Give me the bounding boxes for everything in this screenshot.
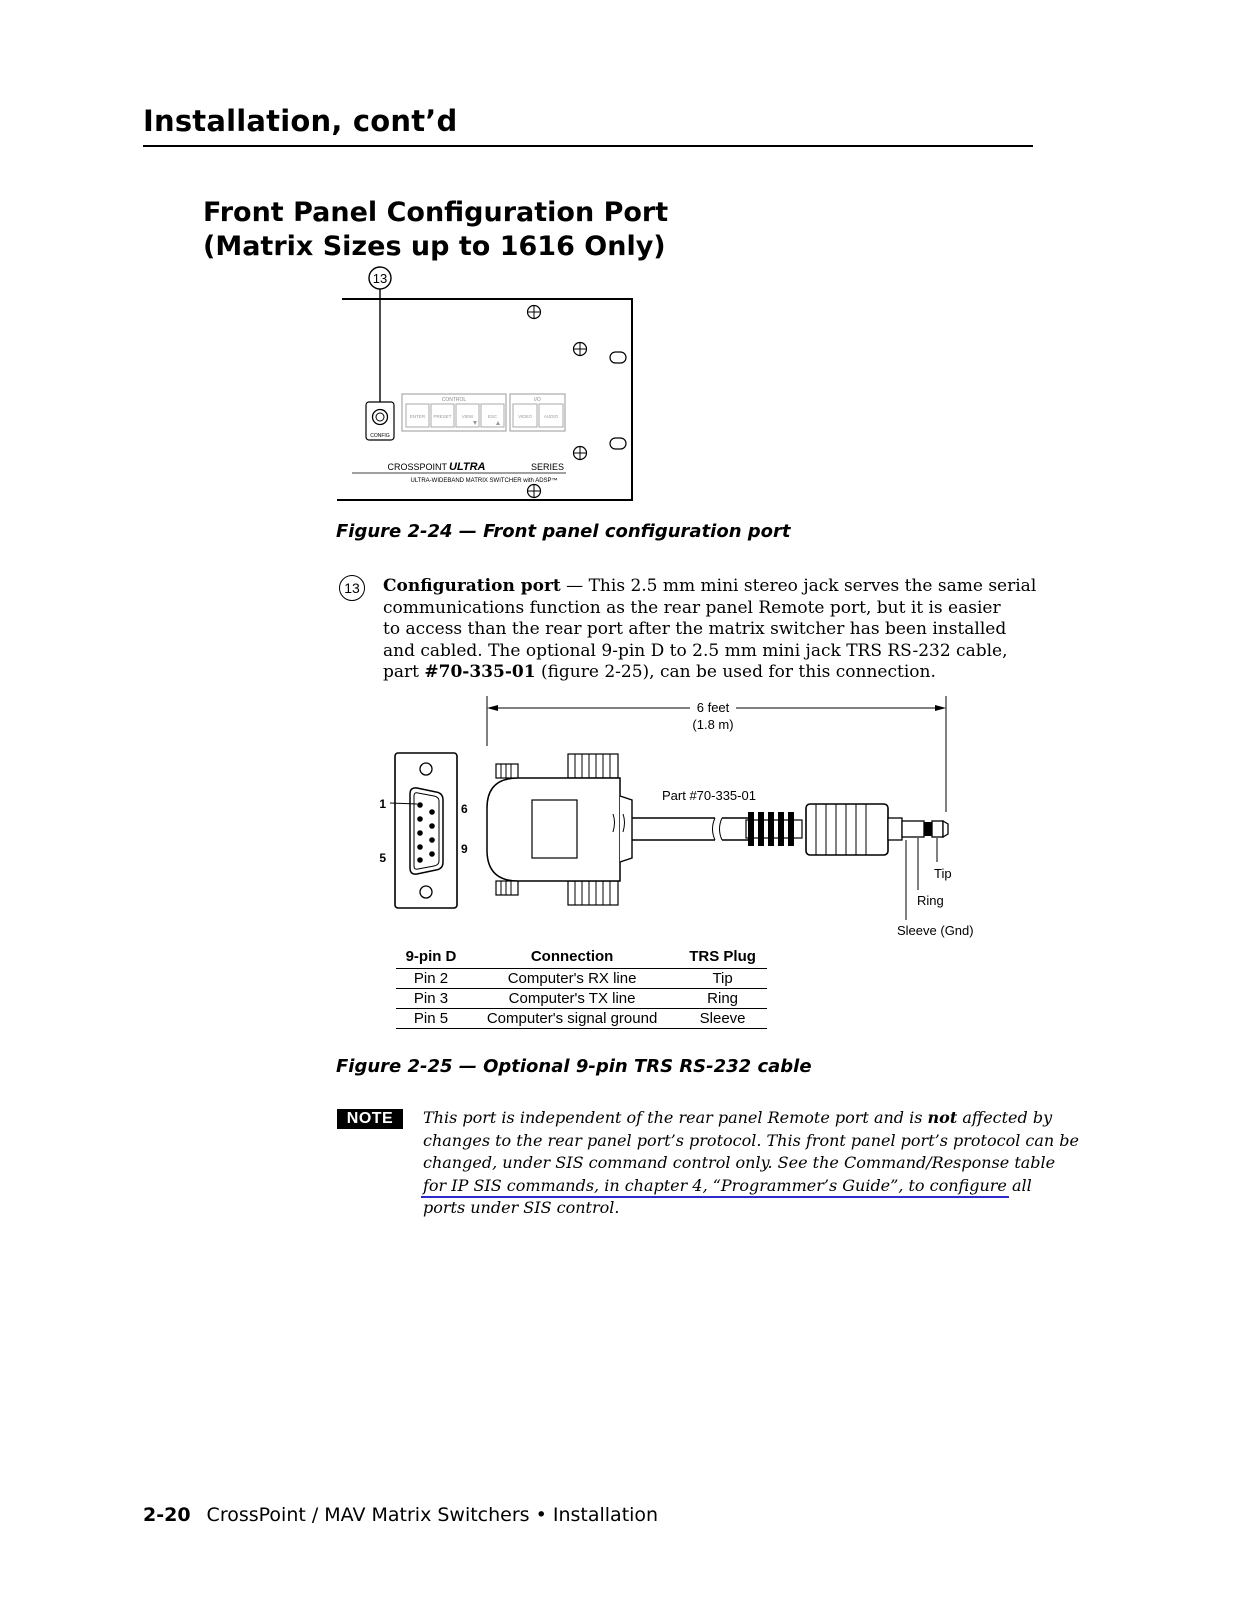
section-title-line2: (Matrix Sizes up to 1616 Only) — [203, 231, 666, 262]
section-title-line1: Front Panel Configuration Port — [203, 197, 669, 228]
part-number: #70-335-01 — [424, 662, 536, 682]
length-meters: (1.8 m) — [692, 717, 734, 732]
note-underline — [421, 1196, 1009, 1198]
brand-subtitle: ULTRA-WIDEBAND MATRIX SWITCHER with ADSP™ — [410, 478, 558, 484]
page-header-title: Installation, cont’d — [143, 104, 458, 138]
screw-icon — [574, 343, 587, 356]
screw-icon — [528, 485, 541, 498]
control-group-label: CONTROL — [441, 397, 467, 403]
front-panel-diagram — [330, 262, 640, 507]
tip-label: Tip — [934, 866, 952, 881]
note-badge: NOTE — [337, 1109, 403, 1129]
callout-13-badge: 13 — [339, 575, 365, 601]
table-row: Pin 2 Computer's RX line Tip — [396, 969, 767, 989]
pinout-table — [396, 946, 767, 1029]
table-row: Pin 5 Computer's signal ground Sleeve — [396, 1009, 767, 1029]
pin-1-label: 1 — [379, 797, 386, 811]
mount-slot — [610, 352, 626, 363]
config-label: CONFIG — [370, 433, 390, 439]
page-number: 2-20 — [143, 1504, 191, 1526]
callout-13-label: 13 — [372, 271, 388, 286]
io-group-label: I/O — [534, 397, 541, 403]
section-title — [203, 196, 668, 264]
brand-series: SERIES — [531, 462, 565, 472]
column-header: 9-pin D — [396, 946, 466, 969]
brand-ultra: ULTRA — [449, 461, 486, 473]
description-term: Configuration port — [383, 576, 561, 596]
column-header: TRS Plug — [678, 946, 767, 969]
figure-2-25-caption: Figure 2-25 — Optional 9-pin TRS RS-232 cable — [336, 1056, 812, 1077]
table-row: Pin 3 Computer's TX line Ring — [396, 989, 767, 1009]
pin-6-label: 6 — [461, 802, 468, 816]
preset-button-label: PRESET — [433, 414, 452, 419]
length-feet: 6 feet — [696, 700, 730, 715]
column-header: Connection — [466, 946, 678, 969]
arrow-right-icon — [935, 705, 946, 711]
note-emphasis: not — [927, 1108, 958, 1127]
pin-5-label: 5 — [379, 851, 386, 865]
mount-slot — [610, 438, 626, 449]
footer-text: CrossPoint / MAV Matrix Switchers • Installation — [206, 1504, 659, 1526]
page-footer — [143, 1504, 658, 1526]
table-header-row — [396, 946, 767, 969]
sleeve-label: Sleeve (Gnd) — [897, 923, 974, 938]
note-text: This port is independent of the rear panel Remote port and is not affected by changes to the rear panel port’s protocol. This front panel port’s protocol can be changed, under SIS command control only. See the Command/Response table for IP SIS commands, in chapter 4, “Programmer’s Guide”, to configure all ports under SIS control. — [423, 1108, 1079, 1217]
db9-connector-hood — [487, 754, 632, 905]
part-number-label: Part #70-335-01 — [662, 788, 756, 803]
ring-label: Ring — [917, 893, 944, 908]
screw-icon — [528, 306, 541, 319]
figure-2-24-caption: Figure 2-24 — Front panel configuration port — [336, 521, 791, 542]
pin-9-label: 9 — [461, 842, 468, 856]
video-button-label: VIDEO — [517, 414, 533, 419]
db9-shell — [410, 788, 443, 874]
arrow-left-icon — [487, 705, 498, 711]
header-rule — [143, 145, 1033, 147]
enter-button-label: ENTER — [409, 414, 426, 419]
audio-button-label: AUDIO — [543, 414, 559, 419]
brand-crosspoint: CROSSPOINT — [387, 462, 447, 472]
cable-diagram — [370, 690, 990, 945]
screw-icon — [574, 447, 587, 460]
esc-button-label: ESC — [487, 414, 498, 419]
view-button-label: VIEW — [461, 414, 474, 419]
configuration-port-description: Configuration port — This 2.5 mm mini stereo jack serves the same serial communications function as the rear panel Remote port, but it is easier to access than the rear port after the matrix switcher has been installed and cabled. The optional 9-pin D to 2.5 mm mini jack TRS RS-232 cable, part #70-335-01 (figure 2-25), can be used for this connection. — [383, 576, 1037, 682]
